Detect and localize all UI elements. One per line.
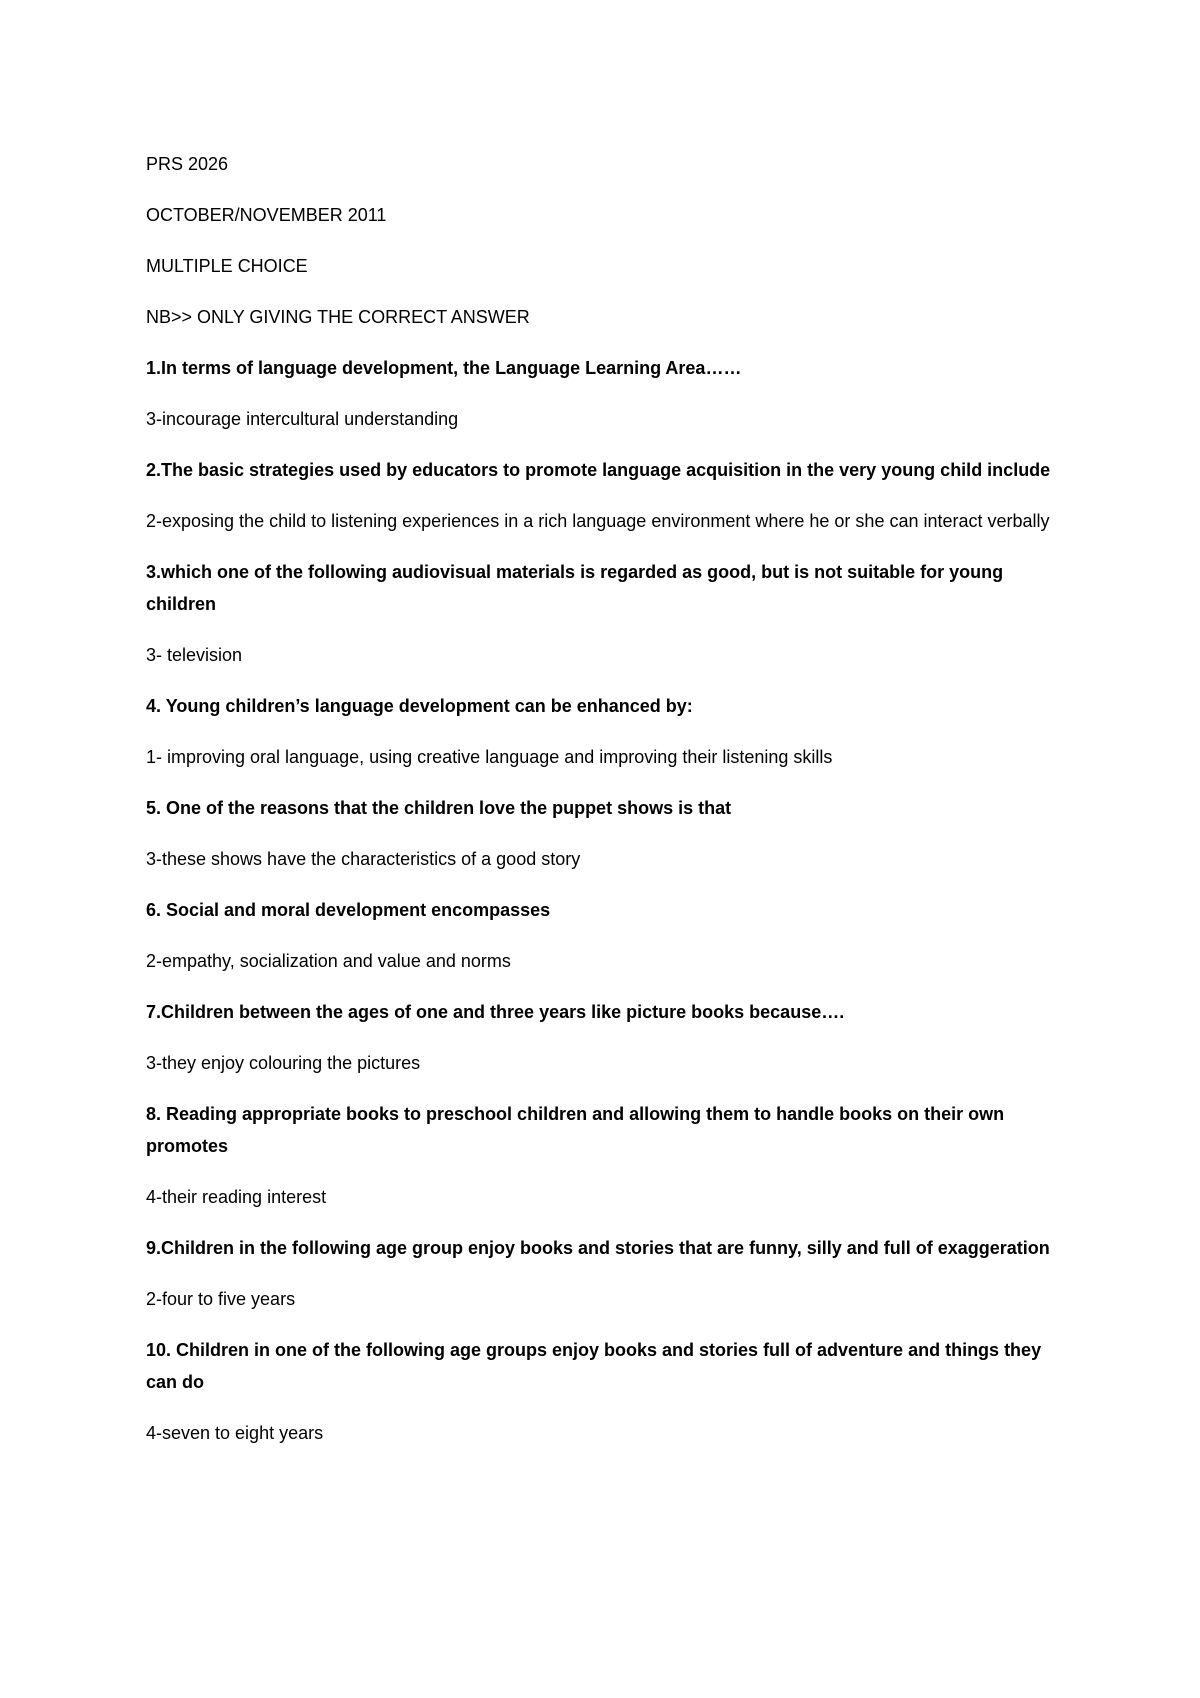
question-10: 10. Children in one of the following age groups enjoy books and stories full of adventure and things they can do [146,1340,1042,1392]
exam-session: OCTOBER/NOVEMBER 2011 [146,205,387,225]
question-1: 1.In terms of language development, the Language Learning Area…… [146,358,742,378]
answer-2: 2-exposing the child to listening experiences in a rich language environment where he or she can interact verbally [146,511,1050,531]
answer-10: 4-seven to eight years [146,1423,324,1443]
question-8: 8. Reading appropriate books to preschool children and allowing them to handle books on their own promotes [146,1104,1005,1156]
course-code: PRS 2026 [146,154,229,174]
question-6: 6. Social and moral development encompasses [146,900,551,920]
answer-1: 3-incourage intercultural understanding [146,409,459,429]
answer-7: 3-they enjoy colouring the pictures [146,1053,421,1073]
answer-3: 3- television [146,645,243,665]
answer-note: NB>> ONLY GIVING THE CORRECT ANSWER [146,307,530,327]
answer-8: 4-their reading interest [146,1187,327,1207]
answer-6: 2-empathy, socialization and value and norms [146,951,511,971]
answer-5: 3-these shows have the characteristics of a good story [146,849,581,869]
document-body [146,148,1076,1468]
question-5: 5. One of the reasons that the children love the puppet shows is that [146,798,732,818]
answer-9: 2-four to five years [146,1289,296,1309]
question-7: 7.Children between the ages of one and three years like picture books because…. [146,1002,845,1022]
answer-4: 1- improving oral language, using creative language and improving their listening skills [146,747,833,767]
section-title: MULTIPLE CHOICE [146,256,308,276]
question-4: 4. Young children’s language development can be enhanced by: [146,696,693,716]
question-9: 9.Children in the following age group enjoy books and stories that are funny, silly and full of exaggeration [146,1238,1050,1258]
question-2: 2.The basic strategies used by educators to promote language acquisition in the very young child include [146,460,1051,480]
question-3: 3.which one of the following audiovisual materials is regarded as good, but is not suitable for young children [146,562,1004,614]
